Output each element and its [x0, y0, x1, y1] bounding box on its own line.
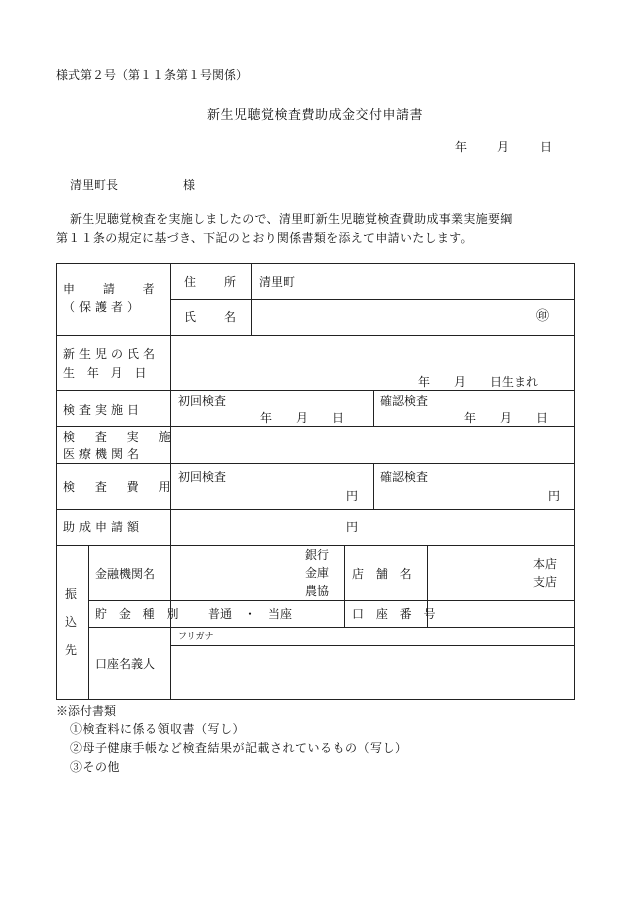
branch-name-label: 店 舗 名 — [352, 567, 416, 581]
confirm-exam-cost-label: 確認検査 — [380, 470, 429, 484]
initial-exam-cost-label: 初回検査 — [178, 470, 227, 484]
initial-exam-date-label: 初回検査 — [178, 394, 227, 408]
addressee: 清里町長 — [70, 178, 119, 192]
born-suffix: 年 月 日生まれ — [418, 375, 539, 389]
subsidy-yen: 円 — [346, 520, 359, 534]
address-label: 住 所 — [184, 275, 245, 289]
institution-label-1: 検 査 実 施 — [63, 430, 179, 444]
confirm-exam-date-label: 確認検査 — [380, 394, 429, 408]
branch-type-main: 本店 — [533, 557, 558, 571]
exam-cost-label: 検 査 費 用 — [63, 480, 179, 494]
furigana-label: フリガナ — [178, 632, 214, 642]
account-holder-label: 口座名義人 — [95, 657, 156, 671]
applicant-label: 申 請 者 — [63, 282, 167, 296]
intro-line-2: 第１１条の規定に基づき、下記のとおり関係書類を添えて申請いたします。 — [56, 231, 473, 245]
initial-exam-cost-yen: 円 — [346, 489, 359, 503]
confirm-exam-date-ymd: 年 月 日 — [464, 411, 549, 425]
form-title: 新生児聴覚検査費助成金交付申請書 — [206, 108, 423, 123]
newborn-name-label: 新生児の氏名 — [63, 347, 160, 361]
birthdate-label: 生 年 月 日 — [63, 366, 151, 380]
date-month-label: 月 — [497, 140, 510, 154]
bank-type-nokyo: 農協 — [305, 584, 330, 598]
exam-date-label: 検査実施日 — [63, 403, 144, 417]
confirm-exam-cost-yen: 円 — [548, 489, 561, 503]
guardian-label: （保護者） — [63, 300, 144, 314]
address-value: 清里町 — [259, 275, 296, 289]
intro-line-1: 新生児聴覚検査を実施しましたので、清里町新生児聴覚検査費助成事業実施要綱 — [70, 212, 513, 226]
account-number-label: 口 座 番 号 — [352, 607, 440, 621]
bank-type-bank: 銀行 — [305, 548, 330, 562]
branch-type-branch: 支店 — [533, 575, 558, 589]
account-type-options: 普通 ・ 当座 — [208, 607, 293, 621]
subsidy-amount-label: 助成申請額 — [63, 520, 144, 534]
attachments-heading: ※添付書類 — [56, 704, 117, 718]
name-label: 氏 名 — [184, 310, 245, 324]
honorific: 様 — [183, 178, 196, 192]
bank-type-shinkin: 金庫 — [305, 566, 330, 580]
date-day-label: 日 — [540, 140, 553, 154]
account-type-label: 貯 金 種 別 — [95, 607, 183, 621]
date-year-label: 年 — [455, 140, 468, 154]
attachment-item: ③その他 — [70, 760, 121, 774]
transfer-label-2: 込 — [65, 615, 78, 629]
bank-name-label: 金融機関名 — [95, 567, 156, 581]
attachment-item: ②母子健康手帳など検査結果が記載されているもの（写し） — [70, 741, 408, 755]
transfer-label-3: 先 — [65, 643, 78, 657]
institution-label-2: 医療機関名 — [63, 447, 144, 461]
initial-exam-date-ymd: 年 月 日 — [260, 411, 345, 425]
attachment-item: ①検査料に係る領収書（写し） — [70, 722, 246, 736]
transfer-label-1: 振 — [65, 587, 78, 601]
seal-mark: ㊞ — [536, 309, 550, 324]
form-number: 様式第２号（第１１条第１号関係） — [56, 68, 249, 82]
